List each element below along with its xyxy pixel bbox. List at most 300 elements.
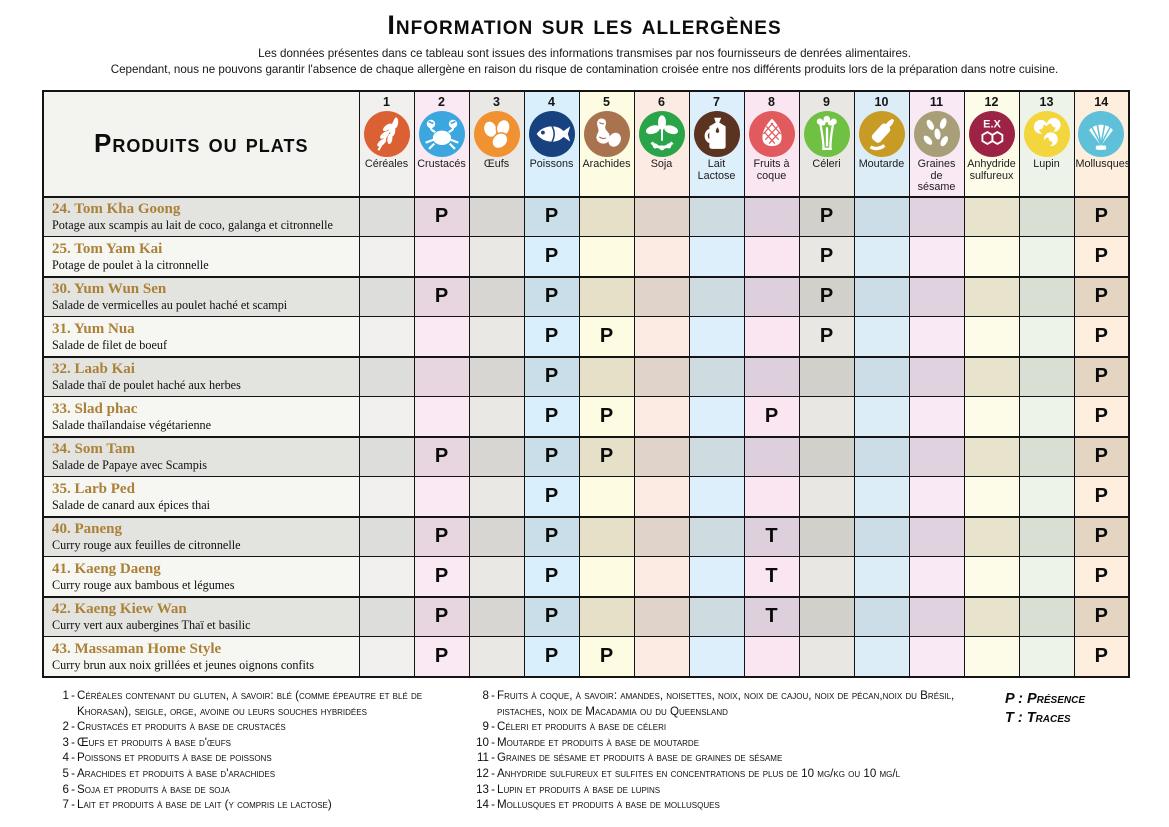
mark-cell: P xyxy=(799,277,854,317)
mark-cell xyxy=(854,397,909,437)
dish-row xyxy=(43,597,1129,637)
footnote-number: 14 xyxy=(476,798,489,812)
footnote-number: 7 xyxy=(62,798,69,812)
mark-cell: P xyxy=(524,477,579,517)
mark-cell xyxy=(744,197,799,237)
footnote-dash: - xyxy=(491,735,495,749)
mark-cell xyxy=(414,317,469,357)
mark-cell xyxy=(1019,277,1074,317)
mark-cell xyxy=(854,197,909,237)
dish-row xyxy=(43,277,1129,317)
dish-cell xyxy=(43,357,359,397)
mark-cell: P xyxy=(579,397,634,437)
mark-cell: P xyxy=(799,237,854,277)
mark-cell: P xyxy=(414,517,469,557)
dish-name: 32. Laab Kai xyxy=(52,361,135,378)
mark-cell xyxy=(579,597,634,637)
mark-cell xyxy=(359,237,414,277)
mark-cell xyxy=(359,437,414,477)
allergen-number: 14 xyxy=(1094,95,1109,109)
mark-cell xyxy=(689,517,744,557)
mark-cell xyxy=(964,197,1019,237)
mark-cell xyxy=(799,477,854,517)
footnote-text: Lait et produits à base de lait (y compris le lactose) xyxy=(77,798,332,812)
mark-cell xyxy=(359,357,414,397)
mark-cell xyxy=(964,477,1019,517)
mark-cell xyxy=(1019,477,1074,517)
mark-cell: P xyxy=(1074,437,1129,477)
mark-cell xyxy=(689,357,744,397)
mark-cell xyxy=(744,357,799,397)
mark-cell xyxy=(634,197,689,237)
mark-cell xyxy=(579,477,634,517)
mark-cell xyxy=(909,517,964,557)
mark-cell xyxy=(909,317,964,357)
mark-cell xyxy=(854,437,909,477)
dish-description: Salade thaïlandaise végétarienne xyxy=(52,417,212,432)
dish-description: Salade de canard aux épices thai xyxy=(52,497,211,512)
mark-cell xyxy=(634,357,689,397)
allergen-label: Céleri xyxy=(812,158,841,170)
mark-cell xyxy=(689,397,744,437)
mark-cell xyxy=(799,597,854,637)
allergen-column-header-14 xyxy=(1074,91,1129,197)
allergen-label: Graines de sésame xyxy=(917,158,956,193)
footnote-number: 4 xyxy=(62,751,69,765)
footnote-dash: - xyxy=(71,720,75,734)
allergen-label: Anhydride sulfureux xyxy=(967,158,1016,182)
footnote-text: Céleri et produits à base de céleri xyxy=(497,720,667,734)
mark-cell xyxy=(689,557,744,597)
footnote-dash: - xyxy=(491,798,495,812)
mark-cell xyxy=(854,477,909,517)
mark-cell xyxy=(359,317,414,357)
mark-cell xyxy=(964,357,1019,397)
mark-cell xyxy=(414,357,469,397)
mark-cell xyxy=(1019,317,1074,357)
mark-cell: P xyxy=(1074,237,1129,277)
mark-cell xyxy=(909,237,964,277)
mark-cell: P xyxy=(414,637,469,677)
dish-row xyxy=(43,357,1129,397)
allergen-number: 7 xyxy=(713,95,720,109)
mark-cell xyxy=(1019,197,1074,237)
footnotes-right xyxy=(465,688,965,813)
dish-row xyxy=(43,517,1129,557)
mark-cell xyxy=(744,437,799,477)
allergen-column-header-2 xyxy=(414,91,469,197)
footnote-dash: - xyxy=(71,735,75,749)
allergen-label: Lupin xyxy=(1033,158,1060,170)
footnote-text: Moutarde et produits à base de moutarde xyxy=(497,735,700,749)
mark-cell: P xyxy=(524,317,579,357)
allergen-number: 13 xyxy=(1039,95,1054,109)
peanut-icon xyxy=(584,111,630,157)
legend-presence: P : Présence xyxy=(1004,691,1085,707)
dish-cell xyxy=(43,197,359,237)
dish-description: Salade thaï de poulet haché aux herbes xyxy=(52,378,241,393)
mark-cell xyxy=(689,277,744,317)
dish-name: 35. Larb Ped xyxy=(52,480,135,497)
mark-cell: P xyxy=(524,557,579,597)
products-column-header: Produits ou plats xyxy=(43,91,359,197)
intro-line-2: Cependant, nous ne pouvons garantir l'absence de chaque allergène en raison du risque de contamination croisée entre nos différents produits lors de la préparation dans notre cuisine. xyxy=(110,63,1059,76)
eggs-icon xyxy=(474,111,520,157)
footnote-number: 5 xyxy=(62,766,69,780)
allergen-label: Œufs xyxy=(483,158,510,170)
mark-cell xyxy=(1019,437,1074,477)
marks-legend xyxy=(1005,688,1085,813)
allergen-column-header-3 xyxy=(469,91,524,197)
mark-cell xyxy=(909,197,964,237)
allergen-number: 5 xyxy=(603,95,610,109)
dish-name: 25. Tom Yam Kai xyxy=(52,240,163,257)
mark-cell: T xyxy=(744,597,799,637)
allergen-label: Céréales xyxy=(364,158,409,170)
mark-cell: P xyxy=(1074,277,1129,317)
mark-cell xyxy=(909,277,964,317)
footnote-number: 8 xyxy=(482,689,489,702)
footnote-number: 10 xyxy=(476,735,489,749)
mark-cell: P xyxy=(524,437,579,477)
dish-name: 40. Paneng xyxy=(52,521,123,538)
footnote-text: Anhydride sulfureux et sulfites en concentrations de plus de 10 mg/kg ou 10 mg/l xyxy=(497,766,901,780)
allergen-label: Fruits à coque xyxy=(753,158,790,182)
mark-cell xyxy=(909,597,964,637)
allergen-column-header-8 xyxy=(744,91,799,197)
dish-description: Curry rouge aux feuilles de citronnelle xyxy=(52,538,241,553)
allergen-table-wrap xyxy=(42,90,1131,678)
allergen-label: Moutarde xyxy=(858,158,905,170)
dish-description: Salade de filet de boeuf xyxy=(52,337,168,352)
allergen-number: 4 xyxy=(548,95,555,109)
mark-cell xyxy=(579,277,634,317)
allergen-column-header-5 xyxy=(579,91,634,197)
mark-cell xyxy=(799,557,854,597)
mark-cell xyxy=(689,437,744,477)
mark-cell: P xyxy=(579,317,634,357)
crab-icon xyxy=(419,111,465,157)
mark-cell xyxy=(579,237,634,277)
mark-cell xyxy=(689,637,744,677)
mark-cell xyxy=(854,317,909,357)
mark-cell: P xyxy=(1074,597,1129,637)
mark-cell: P xyxy=(1074,637,1129,677)
mark-cell xyxy=(469,237,524,277)
footnote-number: 6 xyxy=(62,782,69,796)
allergen-number: 2 xyxy=(438,95,445,109)
footnote-number: 1 xyxy=(62,689,69,702)
mark-cell: P xyxy=(1074,397,1129,437)
mark-cell: P xyxy=(524,357,579,397)
footnote-text: Céréales contenant du gluten, à savoir: blé (comme épeautre et blé de Khorasan), seigle, orge, avoine ou leurs souches hybridées xyxy=(77,689,423,718)
dish-row xyxy=(43,637,1129,677)
footnote-number: 11 xyxy=(476,751,489,765)
sulfite-icon xyxy=(969,111,1015,157)
mark-cell: P xyxy=(524,237,579,277)
mark-cell xyxy=(359,277,414,317)
footnote-number: 9 xyxy=(482,720,489,734)
dish-cell xyxy=(43,637,359,677)
mark-cell xyxy=(964,277,1019,317)
mark-cell xyxy=(854,637,909,677)
mark-cell xyxy=(854,597,909,637)
dish-name: 43. Massaman Home Style xyxy=(52,640,222,657)
mark-cell: P xyxy=(579,637,634,677)
mark-cell xyxy=(469,517,524,557)
mark-cell xyxy=(1019,237,1074,277)
allergen-number: 3 xyxy=(493,95,500,109)
mark-cell xyxy=(634,597,689,637)
footnote-number: 3 xyxy=(62,735,69,749)
footnote-text: Œufs et produits à base d'œufs xyxy=(77,735,231,749)
dish-cell xyxy=(43,477,359,517)
mark-cell xyxy=(634,557,689,597)
mark-cell: P xyxy=(414,597,469,637)
dish-cell xyxy=(43,317,359,357)
dish-row xyxy=(43,317,1129,357)
mark-cell xyxy=(909,357,964,397)
dish-description: Potage aux scampis au lait de coco, galanga et citronnelle xyxy=(52,218,333,233)
mark-cell xyxy=(359,197,414,237)
footnote-number: 12 xyxy=(476,766,489,780)
mark-cell xyxy=(964,237,1019,277)
footnote-dash: - xyxy=(71,798,75,812)
mark-cell: P xyxy=(524,517,579,557)
allergen-label: Mollusques xyxy=(1075,158,1131,170)
dish-row xyxy=(43,197,1129,237)
mark-cell: P xyxy=(524,197,579,237)
footnote-dash: - xyxy=(491,751,495,765)
mark-cell: P xyxy=(1074,557,1129,597)
lupin-icon xyxy=(1024,111,1070,157)
dish-row xyxy=(43,557,1129,597)
mark-cell xyxy=(799,397,854,437)
mark-cell xyxy=(1019,517,1074,557)
footnotes-left xyxy=(45,688,465,813)
mark-cell xyxy=(634,277,689,317)
mark-cell: P xyxy=(799,197,854,237)
dish-description: Curry vert aux aubergines Thaï et basilic xyxy=(52,618,251,633)
allergen-column-header-11 xyxy=(909,91,964,197)
fish-icon xyxy=(529,111,575,157)
mark-cell xyxy=(469,317,524,357)
mark-cell xyxy=(634,437,689,477)
mark-cell: P xyxy=(524,597,579,637)
dish-name: 30. Yum Wun Sen xyxy=(52,281,167,298)
soy-icon xyxy=(639,111,685,157)
mark-cell xyxy=(799,357,854,397)
mark-cell xyxy=(964,597,1019,637)
mark-cell xyxy=(469,637,524,677)
mark-cell: P xyxy=(1074,317,1129,357)
mark-cell xyxy=(579,357,634,397)
mark-cell xyxy=(799,437,854,477)
mark-cell: P xyxy=(414,277,469,317)
mark-cell xyxy=(689,317,744,357)
dish-name: 31. Yum Nua xyxy=(52,320,135,337)
footnote-number: 2 xyxy=(62,720,69,734)
allergen-label: Lait Lactose xyxy=(697,158,736,182)
dish-name: 42. Kaeng Kiew Wan xyxy=(52,601,187,618)
mark-cell xyxy=(689,597,744,637)
mark-cell xyxy=(854,277,909,317)
dish-name: 33. Slad phac xyxy=(52,400,138,417)
footnote-dash: - xyxy=(491,689,495,702)
footnotes xyxy=(45,688,1135,813)
mark-cell xyxy=(469,397,524,437)
mark-cell xyxy=(909,477,964,517)
allergen-number: 8 xyxy=(768,95,775,109)
mark-cell xyxy=(359,477,414,517)
footnote-number: 13 xyxy=(476,782,489,796)
mark-cell xyxy=(964,517,1019,557)
footnote-text: Poissons et produits à base de poissons xyxy=(77,751,272,765)
allergen-label: Soja xyxy=(650,158,673,170)
allergen-column-header-6 xyxy=(634,91,689,197)
page-header xyxy=(0,0,1169,78)
footnote-dash: - xyxy=(71,766,75,780)
mark-cell xyxy=(414,477,469,517)
dish-description: Curry brun aux noix grillées et jeunes oignons confits xyxy=(52,657,314,672)
footnote-text: Lupin et produits à base de lupins xyxy=(497,782,661,796)
mark-cell xyxy=(469,477,524,517)
dish-cell xyxy=(43,517,359,557)
mark-cell xyxy=(854,237,909,277)
footnote-dash: - xyxy=(71,689,75,702)
dish-description: Salade de Papaye avec Scampis xyxy=(52,458,207,473)
mark-cell xyxy=(744,277,799,317)
mark-cell xyxy=(359,517,414,557)
mark-cell: P xyxy=(579,437,634,477)
dish-cell xyxy=(43,437,359,477)
mark-cell xyxy=(689,197,744,237)
mark-cell xyxy=(909,437,964,477)
mark-cell xyxy=(689,477,744,517)
mark-cell xyxy=(909,397,964,437)
mark-cell: T xyxy=(744,517,799,557)
mark-cell xyxy=(469,437,524,477)
footnote-text: Fruits à coque, à savoir: amandes, noisettes, noix, noix de cajou, noix de pécan,noix du Brésil, pistaches, noix de Macadamia ou du Queensland xyxy=(497,689,955,718)
milk-jug-icon xyxy=(694,111,740,157)
mark-cell xyxy=(359,397,414,437)
mark-cell xyxy=(1019,557,1074,597)
mark-cell: P xyxy=(414,197,469,237)
footnote-text: Soja et produits à base de soja xyxy=(77,782,230,796)
dish-name: 41. Kaeng Daeng xyxy=(52,560,161,577)
footnote-dash: - xyxy=(491,782,495,796)
dish-row xyxy=(43,397,1129,437)
mark-cell xyxy=(799,517,854,557)
mark-cell xyxy=(579,197,634,237)
mark-cell xyxy=(964,437,1019,477)
mark-cell: P xyxy=(414,437,469,477)
mark-cell xyxy=(689,237,744,277)
mark-cell xyxy=(799,637,854,677)
mark-cell xyxy=(744,637,799,677)
footnote-text: Graines de sésame et produits à base de graines de sésame xyxy=(497,751,783,765)
allergen-column-header-12 xyxy=(964,91,1019,197)
mark-cell xyxy=(744,237,799,277)
mark-cell xyxy=(964,317,1019,357)
dish-description: Curry rouge aux bambous et légumes xyxy=(52,577,235,592)
footnote-dash: - xyxy=(491,766,495,780)
dish-cell xyxy=(43,557,359,597)
allergen-label: Arachides xyxy=(582,158,631,170)
mark-cell xyxy=(744,477,799,517)
mark-cell xyxy=(634,397,689,437)
allergen-number: 6 xyxy=(658,95,665,109)
mark-cell xyxy=(964,397,1019,437)
dish-row xyxy=(43,437,1129,477)
mustard-icon xyxy=(859,111,905,157)
mark-cell xyxy=(469,197,524,237)
footnote-text: Crustacés et produits à base de crustacés xyxy=(77,720,286,734)
allergen-column-header-13 xyxy=(1019,91,1074,197)
mark-cell xyxy=(854,557,909,597)
mark-cell: P xyxy=(524,637,579,677)
mark-cell: T xyxy=(744,557,799,597)
mark-cell xyxy=(964,557,1019,597)
mark-cell xyxy=(744,317,799,357)
allergen-label: Crustacés xyxy=(417,158,466,170)
mark-cell: P xyxy=(1074,357,1129,397)
footnote-text: Mollusques et produits à base de mollusques xyxy=(497,798,720,812)
mark-cell xyxy=(469,357,524,397)
dish-description: Potage de poulet à la citronnelle xyxy=(52,257,209,272)
mark-cell: P xyxy=(524,397,579,437)
mark-cell: P xyxy=(1074,517,1129,557)
mark-cell: P xyxy=(524,277,579,317)
mark-cell: P xyxy=(1074,477,1129,517)
allergen-number: 12 xyxy=(984,95,999,109)
mark-cell xyxy=(634,637,689,677)
dish-cell xyxy=(43,277,359,317)
mark-cell xyxy=(634,517,689,557)
mark-cell xyxy=(1019,357,1074,397)
mark-cell xyxy=(634,477,689,517)
mark-cell xyxy=(469,277,524,317)
mark-cell xyxy=(359,637,414,677)
allergen-column-header-10 xyxy=(854,91,909,197)
footnote-dash: - xyxy=(71,782,75,796)
svg-text:E.X: E.X xyxy=(982,118,1001,131)
intro-line-1: Les données présentes dans ce tableau sont issues des informations transmises par nos fournisseurs de denrées alimentaires. xyxy=(258,47,911,60)
mark-cell xyxy=(634,317,689,357)
page-title: Information sur les allergènes xyxy=(387,10,782,40)
mark-cell: P xyxy=(1074,197,1129,237)
legend-traces: T : Traces xyxy=(1004,710,1071,726)
mark-cell xyxy=(469,597,524,637)
allergen-column-header-4 xyxy=(524,91,579,197)
mark-cell xyxy=(854,357,909,397)
allergen-column-header-7 xyxy=(689,91,744,197)
mark-cell xyxy=(359,557,414,597)
footnote-text: Arachides et produits à base d'arachides xyxy=(77,766,276,780)
allergen-number: 9 xyxy=(823,95,830,109)
allergen-column-header-1 xyxy=(359,91,414,197)
allergen-number: 11 xyxy=(929,95,944,109)
mark-cell xyxy=(579,557,634,597)
mark-cell xyxy=(469,557,524,597)
dish-description: Salade de vermicelles au poulet haché et scampi xyxy=(52,298,288,313)
mark-cell xyxy=(414,397,469,437)
mark-cell xyxy=(1019,637,1074,677)
dish-name: 34. Som Tam xyxy=(52,441,135,458)
nut-icon xyxy=(749,111,795,157)
mark-cell xyxy=(909,557,964,597)
allergen-number: 10 xyxy=(874,95,889,109)
